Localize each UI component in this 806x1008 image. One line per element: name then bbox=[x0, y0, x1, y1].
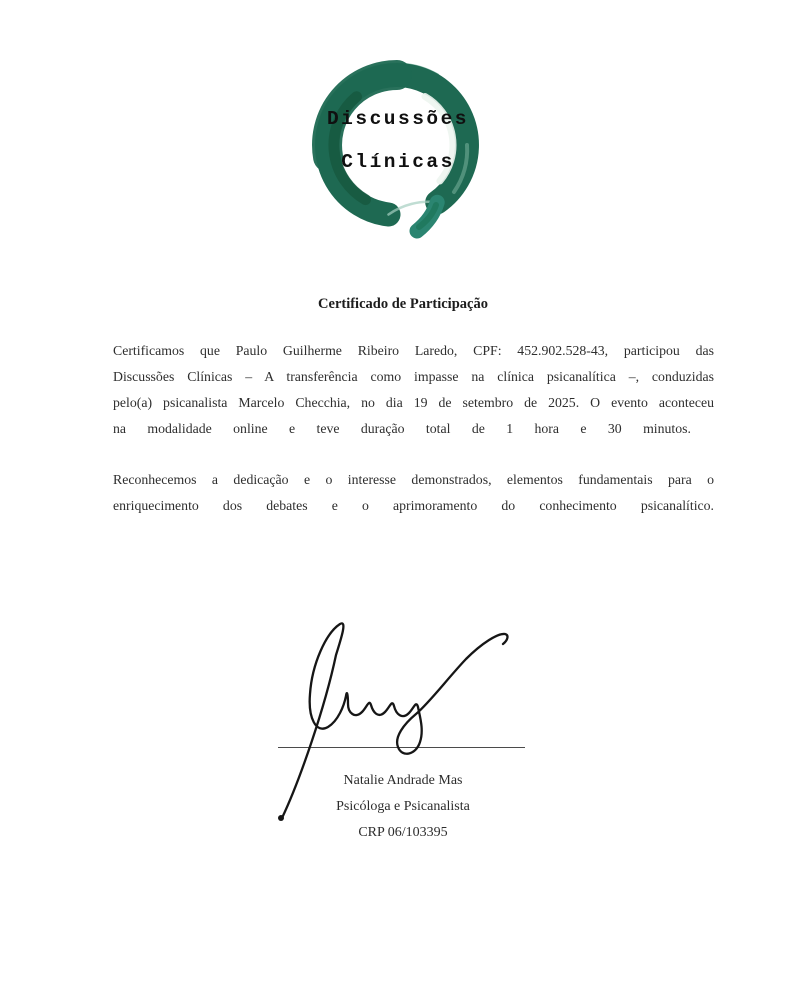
body-line: Certificamos que Paulo Guilherme Ribeiro Laredo, CPF: 452.902.528-43, participou das bbox=[113, 343, 714, 358]
body-line: Reconhecemos a dedicação e o interesse demonstrados, elementos fundamentais para o bbox=[113, 472, 714, 487]
logo-wordmark-line1: Discussões bbox=[326, 108, 470, 130]
body-line: na modalidade online e teve duração total de 1 hora e 30 minutos. bbox=[113, 421, 691, 436]
enso-brush-circle-icon bbox=[308, 57, 488, 242]
signatory-block bbox=[0, 768, 806, 846]
body-line: pelo(a) psicanalista Marcelo Checchia, no dia 19 de setembro de 2025. O evento aconteceu bbox=[113, 395, 714, 410]
logo-wordmark-line2: Clínicas bbox=[341, 151, 455, 173]
certificate-title: Certificado de Participação bbox=[318, 296, 488, 312]
signatory-name: Natalie Andrade Mas bbox=[343, 773, 463, 788]
body-line: Discussões Clínicas – A transferência como impasse na clínica psicanalítica –, conduzidas bbox=[113, 369, 714, 384]
certificate-paragraph-2 bbox=[113, 467, 714, 519]
signatory-registration: CRP 06/103395 bbox=[358, 825, 448, 840]
discussoes-clinicas-logo bbox=[308, 57, 488, 242]
body-line: enriquecimento dos debates e o aprimoramento do conhecimento psicanalítico. bbox=[113, 498, 714, 513]
certificate-paragraph-1 bbox=[113, 338, 714, 442]
signatory-role: Psicóloga e Psicanalista bbox=[336, 799, 470, 814]
